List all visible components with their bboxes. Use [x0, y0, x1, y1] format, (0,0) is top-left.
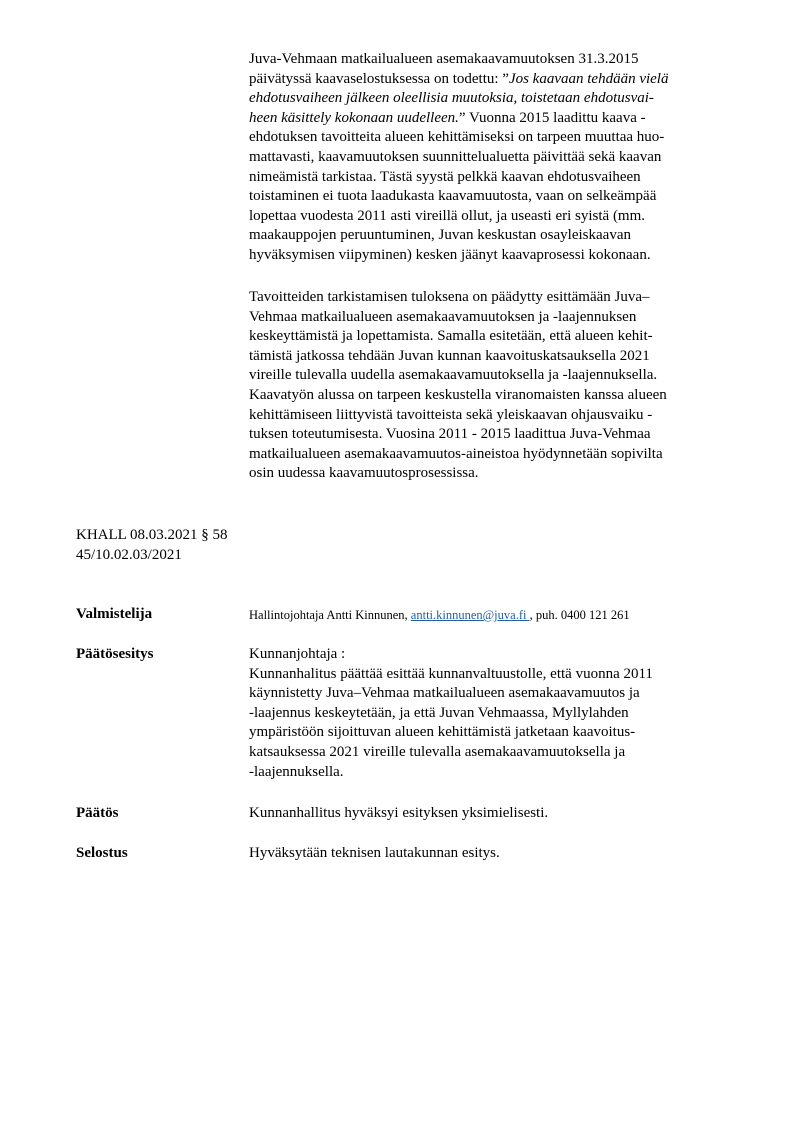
intro-line-2	[249, 70, 668, 90]
intro-line-6: mattavasti, kaavamuutoksen suunnittelualuetta päivittää sekä kaavan	[249, 149, 662, 165]
para2-line-6: Kaavatyön alussa on tarpeen keskustella viranomaisten kanssa alueen	[249, 387, 667, 403]
valmistelija-phone: , puh. 0400 121 261	[529, 608, 630, 622]
paatosesitys-line-6: katsauksessa 2021 vireille tulevalla asemakaavamuutoksella ja	[249, 744, 626, 760]
intro-line-9: lopettaa vuodesta 2011 asti vireillä ollut, ja useasti eri syistä (mm.	[249, 207, 646, 224]
intro-line-7: nimeämistä tarkistaa. Tästä syystä pelkkä kaavan ehdotusvaiheen	[249, 168, 641, 185]
intro-line-1: Juva-Vehmaan matkailualueen asemakaavamuutoksen 31.3.2015	[249, 51, 639, 67]
para2-line-8: tuksen toteutumisesta. Vuosina 2011 - 2015 laadittua Juva-Vehmaa	[249, 426, 651, 443]
para2-line-5: vireille tulevalla uudella asemakaavamuutoksella ja -laajennuksella.	[249, 367, 658, 384]
para2-line-9: matkailualueen asemakaavamuutos-aineistoa hyödynnetään sopivilta	[249, 445, 663, 462]
meeting-ref-line-2: 45/10.02.03/2021	[76, 546, 182, 563]
paatosesitys-line-7: -laajennuksella.	[249, 763, 344, 780]
quote-italic-start: Jos kaavaan tehdään vielä	[508, 70, 669, 87]
valmistelija-label: Valmistelija	[76, 606, 153, 622]
valmistelija-name: Hallintojohtaja Antti Kinnunen,	[249, 608, 411, 622]
paatosesitys-label: Päätösesitys	[76, 646, 154, 662]
para2-line-1: Tavoitteiden tarkistamisen tuloksena on päädytty esittämään Juva–	[249, 289, 650, 305]
para2-line-2: Vehmaa matkailualueen asemakaavamuutoksen ja -laajennuksen	[249, 308, 637, 325]
intro-line-8: toistaminen ei tuota laadukasta kaavamuutosta, vaan on selkeämpää	[249, 188, 657, 205]
intro-line-4-rest: ” Vuonna 2015 laadittu kaava -	[458, 109, 646, 126]
paatosesitys-line-1: Kunnanjohtaja :	[249, 646, 346, 662]
valmistelija-info	[249, 606, 630, 626]
para2-line-7: kehittämiseen liittyvistä tavoitteista sekä yleiskaavan ohjausvaiku -	[249, 406, 653, 423]
intro-line-2-text: päivätyssä kaavaselostuksessa on todettu: ”	[249, 70, 509, 87]
selostus-text: Hyväksytään teknisen lautakunnan esitys.	[249, 845, 500, 861]
paatosesitys-line-2: Kunnanhalitus päättää esittää kunnanvaltuustolle, että vuonna 2011	[249, 665, 653, 682]
intro-line-3: ehdotusvaiheen jälkeen oleellisia muutoksia, toistetaan ehdotusvai-	[249, 90, 654, 107]
paatos-text: Kunnanhallitus hyväksyi esityksen yksimielisesti.	[249, 805, 549, 821]
paatosesitys-line-4: -laajennus keskeytetään, ja että Juvan Vehmaassa, Myllylahden	[249, 704, 629, 721]
para2-line-10: osin uudessa kaavamuutosprosessissa.	[249, 465, 479, 482]
meeting-ref-line-1: KHALL 08.03.2021 § 58	[76, 527, 228, 543]
intro-line-11: hyväksymisen viipyminen) kesken jäänyt kaavaprosessi kokonaan.	[249, 247, 651, 263]
intro-line-4	[249, 109, 646, 129]
intro-line-10: maakauppojen peruuntuminen, Juvan keskustan osayleiskaavan	[249, 227, 631, 244]
para2-line-3: keskeyttämistä ja lopettamista. Samalla esitetään, että alueen kehit-	[249, 328, 653, 345]
email-link[interactable]: antti.kinnunen@juva.fi	[410, 608, 530, 622]
para2-line-4: tämistä jatkossa tehdään Juvan kunnan kaavoituskatsauksella 2021	[249, 347, 650, 364]
quote-italic-end: heen käsittely kokonaan uudelleen.	[249, 109, 459, 126]
paatos-label: Päätös	[76, 805, 119, 821]
paatosesitys-line-5: ympäristöön sijoittuvan alueen kehittämistä jatketaan kaavoitus-	[249, 724, 636, 741]
intro-line-5: ehdotuksen tavoitteita alueen kehittämiseksi on tarpeen muuttaa huo-	[249, 129, 665, 146]
paatosesitys-line-3: käynnistetty Juva–Vehmaa matkailualueen asemakaavamuutos ja	[249, 685, 640, 702]
selostus-label: Selostus	[76, 845, 128, 861]
